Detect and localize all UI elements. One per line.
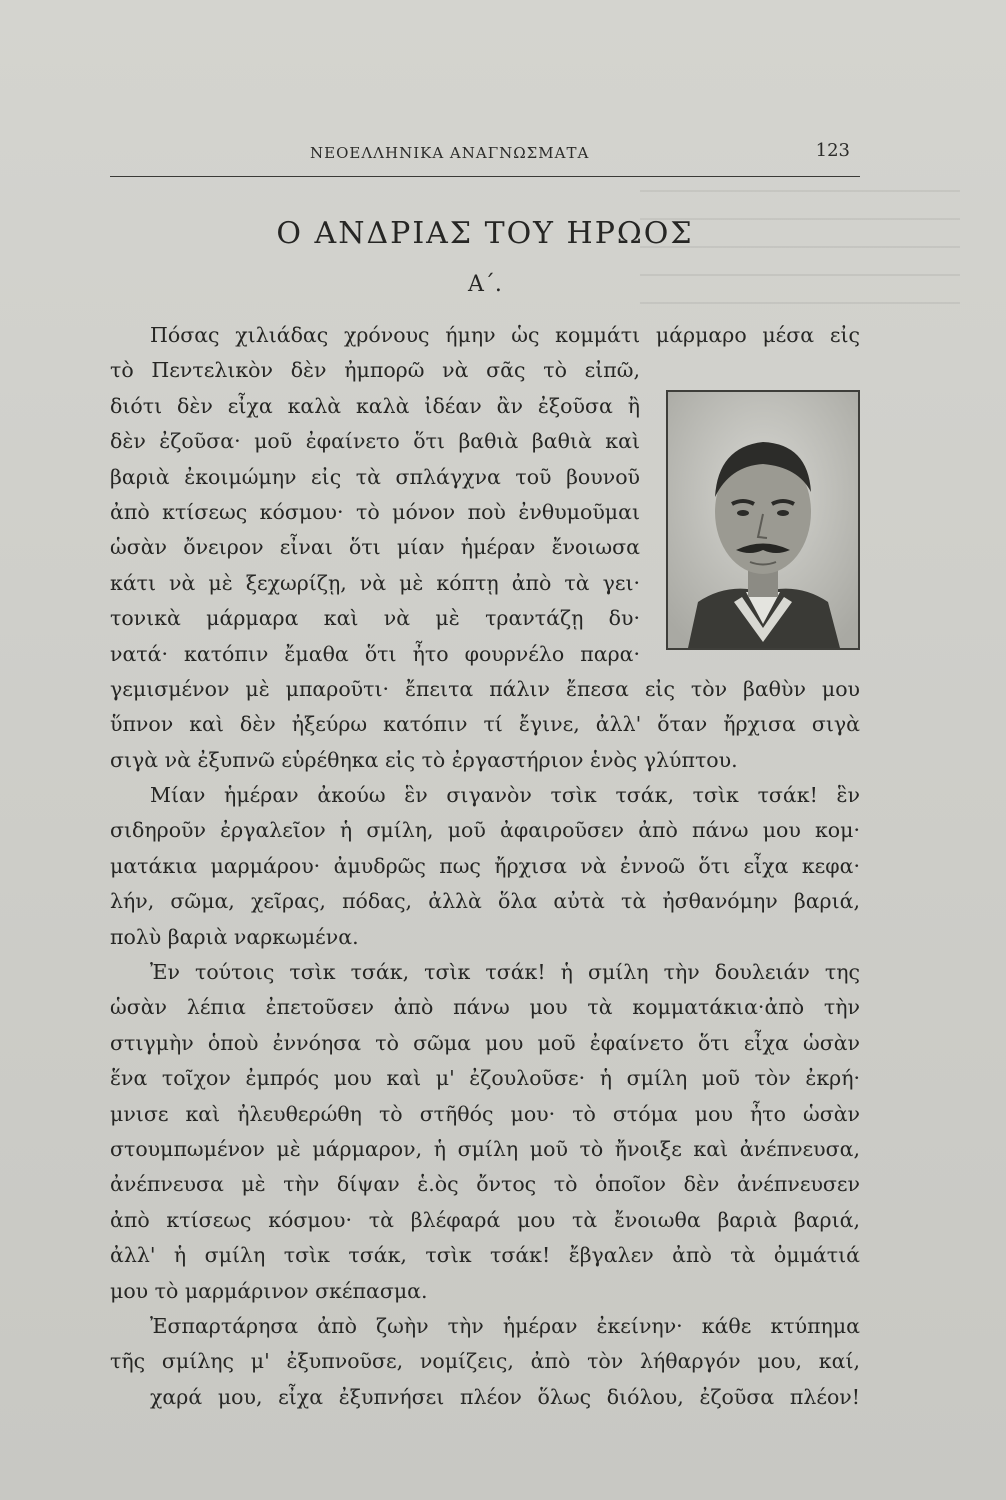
page-number: 123 [815, 140, 850, 161]
text-line: ὕπνον καὶ δὲν ἠξεύρω κατόπιν τί ἔγινε, ἀλλ' ὅταν ἤρχισα σιγὰ [110, 712, 860, 737]
text-line: Μίαν ἡμέραν ἀκούω ἓν σιγανὸν τσὶκ τσάκ, τσὶκ τσάκ! ἓν [150, 783, 860, 808]
body-text [110, 318, 860, 1415]
text-line: ἀνέπνευσα μὲ τὴν δίψαν ἑ.ὸς ὄντος τὸ ὁποῖον δὲν ἀνέπνευσεν [110, 1172, 860, 1197]
text-line: λήν, σῶμα, χεῖρας, πόδας, ἀλλὰ ὅλα αὐτὰ τὰ ἠσθανόμην βαριά, [110, 889, 860, 914]
text-line: τὸ Πεντελικὸν δὲν ἠμπορῶ νὰ σᾶς τὸ εἰπῶ, [110, 358, 640, 383]
text-line: χαρά μου, εἶχα ἐξυπνήσει πλέον ὅλως διόλου, ἐζοῦσα πλέον! [150, 1384, 860, 1409]
text-line: στιγμὴν ὁποὺ ἐννόησα τὸ σῶμα μου μοῦ ἐφαίνετο ὅτι εἶχα ὡσὰν [110, 1030, 860, 1055]
text-line: νατά· κατόπιν ἔμαθα ὅτι ἦτο φουρνέλο παρα· [110, 641, 640, 666]
text-line: Ἐν τούτοις τσὶκ τσάκ, τσὶκ τσάκ! ἡ σμίλη τὴν δουλειάν της [150, 960, 860, 985]
text-line: μνισε καὶ ἠλευθερώθη τὸ στῆθός μου· τὸ στόμα μου ἦτο ὡσὰν [110, 1101, 860, 1126]
text-line: στουμπωμένον μὲ μάρμαρον, ἡ σμίλη μοῦ τὸ ἤνοιξε καὶ ἀνέπνευσα, [110, 1136, 860, 1161]
text-line: ὡσὰν λέπια ἐπετοῦσεν ἀπὸ πάνω μου τὰ κομματάκια·ἀπὸ τὴν [110, 995, 860, 1020]
text-line: δὲν ἐζοῦσα· μοῦ ἐφαίνετο ὅτι βαθιὰ βαθιὰ καὶ [110, 429, 640, 454]
text-line: ἀπὸ κτίσεως κόσμου· τὰ βλέφαρά μου τὰ ἔνοιωθα βαριὰ βαριά, [110, 1207, 860, 1232]
text-line: τονικὰ μάρμαρα καὶ νὰ μὲ τραντάζῃ δυ· [110, 606, 640, 631]
text-line: τῆς σμίλης μ' ἐξυπνοῦσε, νομίζεις, ἀπὸ τὸν λήθαργόν μου, καί, [110, 1349, 860, 1374]
text-line: βαριὰ ἐκοιμώμην εἰς τὰ σπλάγχνα τοῦ βουνοῦ [110, 464, 640, 489]
page-header [110, 140, 860, 177]
text-line: γεμισμένον μὲ μπαροῦτι· ἔπειτα πάλιν ἔπεσα εἰς τὸν βαθὺν μου [110, 676, 860, 701]
text-line: σιδηροῦν ἐργαλεῖον ἡ σμίλη, μοῦ ἀφαιροῦσεν ἀπὸ πάνω μου κομ· [110, 818, 860, 843]
text-line: Ἐσπαρτάρησα ἀπὸ ζωὴν τὴν ἡμέραν ἐκείνην· κάθε κτύπημα [150, 1313, 860, 1338]
text-line: μου τὸ μαρμάρινον σκέπασμα. [110, 1278, 428, 1303]
text-line: κάτι νὰ μὲ ξεχωρίζῃ, νὰ μὲ κόπτῃ ἀπὸ τὰ γει· [110, 570, 640, 595]
section-number: Α΄. [468, 272, 502, 297]
text-line: ἀπὸ κτίσεως κόσμου· τὸ μόνον ποὺ ἐνθυμοῦμαι [110, 499, 640, 524]
text-line: πολὺ βαριὰ ναρκωμένα. [110, 924, 359, 949]
text-line: Πόσας χιλιάδας χρόνους ήμην ὡς κομμάτι μάρμαρο μέσα εἰς [150, 323, 860, 347]
text-line: διότι δὲν εἶχα καλὰ καλὰ ἰδέαν ἂν ἐξοῦσα ἢ [110, 393, 640, 418]
text-line: ὡσὰν ὄνειρον εἶναι ὅτι μίαν ἡμέραν ἔνοιωσα [110, 535, 640, 560]
text-line: σιγὰ νὰ ἐξυπνῶ εὑρέθηκα εἰς τὸ ἐργαστήριον ἑνὸς γλύπτου. [110, 747, 738, 772]
text-line: ἕνα τοῖχον ἐμπρός μου καὶ μ' ἐζουλοῦσε· ἡ σμίλη μοῦ τὸν ἐκρή· [110, 1066, 860, 1091]
running-head: ΝΕΟΕΛΛΗΝΙΚΑ ΑΝΑΓΝΩΣΜΑΤΑ [310, 144, 590, 162]
text-line: ματάκια μαρμάρου· ἀμυδρῶς πως ἤρχισα νὰ ἐννοῶ ὅτι εἶχα κεφα· [110, 853, 860, 878]
chapter-title: Ο ΑΝΔΡΙΑΣ ΤΟΥ ΗΡΩΟΣ [276, 216, 694, 251]
text-line: ἀλλ' ἡ σμίλη τσὶκ τσάκ, τσὶκ τσάκ! ἔβγαλεν ἀπὸ τὰ ὀμμάτιά [110, 1243, 860, 1268]
